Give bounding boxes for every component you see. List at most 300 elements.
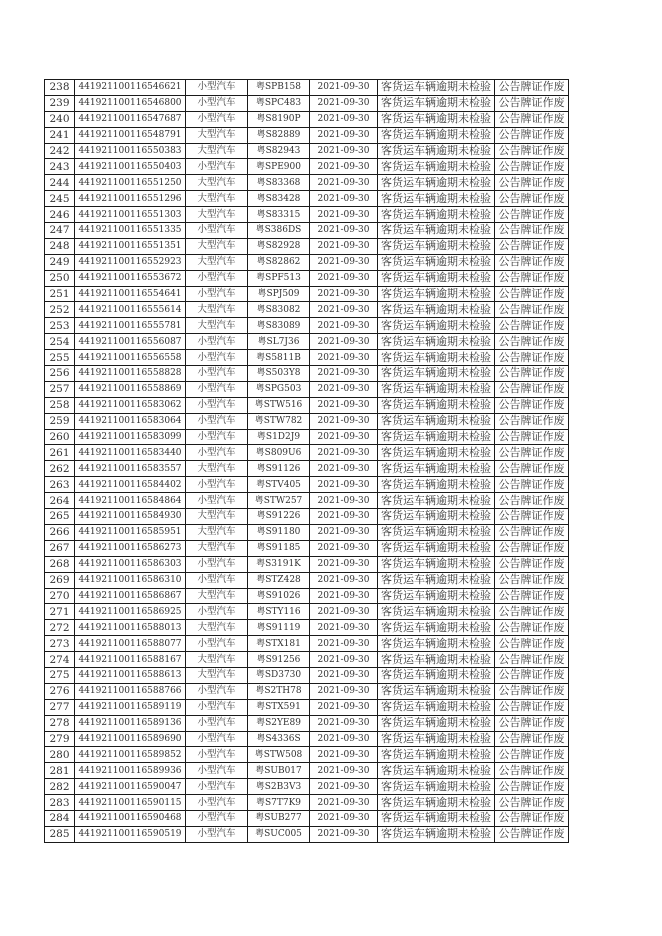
cell-status: 公告牌证作废	[495, 715, 569, 731]
cell-index: 283	[45, 795, 75, 811]
cell-index: 266	[45, 524, 75, 540]
table-row	[45, 556, 569, 572]
cell-vehicle-type: 小型汽车	[186, 493, 248, 509]
cell-index: 264	[45, 493, 75, 509]
cell-reason: 客货运车辆逾期未检验	[378, 747, 495, 763]
cell-status: 公告牌证作废	[495, 683, 569, 699]
cell-status: 公告牌证作废	[495, 779, 569, 795]
cell-index: 276	[45, 683, 75, 699]
cell-status: 公告牌证作废	[495, 509, 569, 525]
cell-date: 2021-09-30	[310, 763, 378, 779]
cell-record-id: 441921100116589119	[75, 699, 186, 715]
cell-status: 公告牌证作废	[495, 381, 569, 397]
cell-plate-number: 粤S2TH78	[248, 683, 310, 699]
cell-vehicle-type: 大型汽车	[186, 652, 248, 668]
cell-reason: 客货运车辆逾期未检验	[378, 572, 495, 588]
cell-vehicle-type: 小型汽车	[186, 397, 248, 413]
cell-date: 2021-09-30	[310, 366, 378, 382]
table-row	[45, 95, 569, 111]
cell-vehicle-type: 大型汽车	[186, 127, 248, 143]
cell-index: 275	[45, 667, 75, 683]
cell-vehicle-type: 小型汽车	[186, 779, 248, 795]
table-row	[45, 350, 569, 366]
cell-record-id: 441921100116583099	[75, 429, 186, 445]
cell-reason: 客货运车辆逾期未检验	[378, 604, 495, 620]
table-row	[45, 509, 569, 525]
cell-reason: 客货运车辆逾期未检验	[378, 493, 495, 509]
cell-vehicle-type: 小型汽车	[186, 381, 248, 397]
table-row	[45, 381, 569, 397]
cell-status: 公告牌证作废	[495, 286, 569, 302]
cell-index: 285	[45, 826, 75, 842]
cell-record-id: 441921100116558869	[75, 381, 186, 397]
cell-vehicle-type: 大型汽车	[186, 254, 248, 270]
cell-date: 2021-09-30	[310, 826, 378, 842]
table-row	[45, 159, 569, 175]
cell-date: 2021-09-30	[310, 127, 378, 143]
cell-index: 269	[45, 572, 75, 588]
cell-plate-number: 粤S7T7K9	[248, 795, 310, 811]
table-row	[45, 238, 569, 254]
cell-vehicle-type: 小型汽车	[186, 350, 248, 366]
cell-status: 公告牌证作废	[495, 524, 569, 540]
cell-index: 243	[45, 159, 75, 175]
cell-plate-number: 粤S82862	[248, 254, 310, 270]
table-row	[45, 191, 569, 207]
cell-index: 246	[45, 207, 75, 223]
cell-record-id: 441921100116590468	[75, 810, 186, 826]
table-row	[45, 143, 569, 159]
cell-index: 250	[45, 270, 75, 286]
cell-record-id: 441921100116552923	[75, 254, 186, 270]
cell-reason: 客货运车辆逾期未检验	[378, 143, 495, 159]
cell-vehicle-type: 大型汽车	[186, 667, 248, 683]
cell-vehicle-type: 小型汽车	[186, 270, 248, 286]
cell-plate-number: 粤STY116	[248, 604, 310, 620]
cell-plate-number: 粤S5811B	[248, 350, 310, 366]
table-row	[45, 80, 569, 96]
cell-date: 2021-09-30	[310, 350, 378, 366]
cell-vehicle-type: 大型汽车	[186, 620, 248, 636]
cell-date: 2021-09-30	[310, 620, 378, 636]
cell-index: 271	[45, 604, 75, 620]
cell-date: 2021-09-30	[310, 747, 378, 763]
cell-vehicle-type: 小型汽车	[186, 413, 248, 429]
table-row	[45, 779, 569, 795]
cell-reason: 客货运车辆逾期未检验	[378, 159, 495, 175]
table-row	[45, 413, 569, 429]
cell-date: 2021-09-30	[310, 286, 378, 302]
cell-status: 公告牌证作废	[495, 397, 569, 413]
cell-vehicle-type: 小型汽车	[186, 763, 248, 779]
cell-plate-number: 粤S503Y8	[248, 366, 310, 382]
cell-status: 公告牌证作废	[495, 318, 569, 334]
cell-date: 2021-09-30	[310, 461, 378, 477]
cell-record-id: 441921100116589136	[75, 715, 186, 731]
cell-plate-number: 粤SPE900	[248, 159, 310, 175]
cell-date: 2021-09-30	[310, 381, 378, 397]
cell-date: 2021-09-30	[310, 652, 378, 668]
cell-reason: 客货运车辆逾期未检验	[378, 286, 495, 302]
cell-record-id: 441921100116551296	[75, 191, 186, 207]
cell-record-id: 441921100116583062	[75, 397, 186, 413]
cell-reason: 客货运车辆逾期未检验	[378, 620, 495, 636]
cell-date: 2021-09-30	[310, 588, 378, 604]
cell-plate-number: 粤SUC005	[248, 826, 310, 842]
cell-record-id: 441921100116589852	[75, 747, 186, 763]
cell-record-id: 441921100116590115	[75, 795, 186, 811]
table-row	[45, 572, 569, 588]
cell-reason: 客货运车辆逾期未检验	[378, 95, 495, 111]
cell-record-id: 441921100116586273	[75, 540, 186, 556]
cell-reason: 客货运车辆逾期未检验	[378, 127, 495, 143]
cell-plate-number: 粤S809U6	[248, 445, 310, 461]
cell-date: 2021-09-30	[310, 95, 378, 111]
cell-index: 257	[45, 381, 75, 397]
cell-reason: 客货运车辆逾期未检验	[378, 429, 495, 445]
cell-status: 公告牌证作废	[495, 763, 569, 779]
table-row	[45, 207, 569, 223]
cell-status: 公告牌证作废	[495, 556, 569, 572]
cell-status: 公告牌证作废	[495, 127, 569, 143]
cell-reason: 客货运车辆逾期未检验	[378, 731, 495, 747]
cell-vehicle-type: 小型汽车	[186, 747, 248, 763]
cell-date: 2021-09-30	[310, 397, 378, 413]
cell-index: 263	[45, 477, 75, 493]
table-row	[45, 715, 569, 731]
cell-vehicle-type: 小型汽车	[186, 111, 248, 127]
table-row	[45, 397, 569, 413]
cell-index: 280	[45, 747, 75, 763]
cell-plate-number: 粤S4336S	[248, 731, 310, 747]
table-row	[45, 524, 569, 540]
cell-plate-number: 粤S91119	[248, 620, 310, 636]
cell-status: 公告牌证作废	[495, 652, 569, 668]
cell-vehicle-type: 小型汽车	[186, 810, 248, 826]
cell-index: 272	[45, 620, 75, 636]
cell-status: 公告牌证作废	[495, 111, 569, 127]
table-row	[45, 763, 569, 779]
cell-date: 2021-09-30	[310, 779, 378, 795]
cell-plate-number: 粤S83428	[248, 191, 310, 207]
table-row	[45, 493, 569, 509]
cell-status: 公告牌证作废	[495, 238, 569, 254]
cell-date: 2021-09-30	[310, 445, 378, 461]
cell-vehicle-type: 大型汽车	[186, 207, 248, 223]
cell-reason: 客货运车辆逾期未检验	[378, 509, 495, 525]
cell-vehicle-type: 小型汽车	[186, 572, 248, 588]
table-row	[45, 652, 569, 668]
cell-reason: 客货运车辆逾期未检验	[378, 524, 495, 540]
cell-date: 2021-09-30	[310, 540, 378, 556]
cell-status: 公告牌证作废	[495, 175, 569, 191]
cell-reason: 客货运车辆逾期未检验	[378, 318, 495, 334]
cell-date: 2021-09-30	[310, 191, 378, 207]
cell-date: 2021-09-30	[310, 667, 378, 683]
cell-plate-number: 粤STX181	[248, 636, 310, 652]
cell-record-id: 441921100116550403	[75, 159, 186, 175]
cell-status: 公告牌证作废	[495, 620, 569, 636]
cell-status: 公告牌证作废	[495, 604, 569, 620]
cell-reason: 客货运车辆逾期未检验	[378, 826, 495, 842]
cell-status: 公告牌证作废	[495, 588, 569, 604]
cell-index: 273	[45, 636, 75, 652]
cell-reason: 客货运车辆逾期未检验	[378, 207, 495, 223]
cell-status: 公告牌证作废	[495, 747, 569, 763]
cell-reason: 客货运车辆逾期未检验	[378, 191, 495, 207]
table-row	[45, 461, 569, 477]
cell-reason: 客货运车辆逾期未检验	[378, 810, 495, 826]
cell-reason: 客货运车辆逾期未检验	[378, 667, 495, 683]
cell-plate-number: 粤S2YE89	[248, 715, 310, 731]
cell-record-id: 441921100116586303	[75, 556, 186, 572]
cell-index: 262	[45, 461, 75, 477]
cell-plate-number: 粤S91180	[248, 524, 310, 540]
cell-reason: 客货运车辆逾期未检验	[378, 223, 495, 239]
cell-record-id: 441921100116555614	[75, 302, 186, 318]
cell-plate-number: 粤STX591	[248, 699, 310, 715]
cell-record-id: 441921100116550383	[75, 143, 186, 159]
cell-reason: 客货运车辆逾期未检验	[378, 413, 495, 429]
cell-plate-number: 粤S83082	[248, 302, 310, 318]
cell-index: 245	[45, 191, 75, 207]
cell-date: 2021-09-30	[310, 493, 378, 509]
cell-date: 2021-09-30	[310, 159, 378, 175]
cell-plate-number: 粤SUB277	[248, 810, 310, 826]
cell-record-id: 441921100116551335	[75, 223, 186, 239]
cell-reason: 客货运车辆逾期未检验	[378, 270, 495, 286]
cell-date: 2021-09-30	[310, 334, 378, 350]
cell-plate-number: 粤SD3730	[248, 667, 310, 683]
cell-index: 238	[45, 80, 75, 96]
cell-vehicle-type: 小型汽车	[186, 95, 248, 111]
cell-date: 2021-09-30	[310, 572, 378, 588]
table-body	[45, 80, 569, 843]
cell-vehicle-type: 小型汽车	[186, 80, 248, 96]
cell-date: 2021-09-30	[310, 318, 378, 334]
cell-plate-number: 粤S82889	[248, 127, 310, 143]
cell-status: 公告牌证作废	[495, 540, 569, 556]
table-row	[45, 699, 569, 715]
cell-plate-number: 粤S8190P	[248, 111, 310, 127]
cell-plate-number: 粤S91226	[248, 509, 310, 525]
table-row	[45, 302, 569, 318]
cell-status: 公告牌证作废	[495, 731, 569, 747]
cell-plate-number: 粤SPG503	[248, 381, 310, 397]
cell-status: 公告牌证作废	[495, 636, 569, 652]
cell-reason: 客货运车辆逾期未检验	[378, 477, 495, 493]
cell-vehicle-type: 小型汽车	[186, 429, 248, 445]
cell-index: 241	[45, 127, 75, 143]
cell-vehicle-type: 小型汽车	[186, 556, 248, 572]
cell-status: 公告牌证作废	[495, 334, 569, 350]
cell-vehicle-type: 大型汽车	[186, 191, 248, 207]
cell-vehicle-type: 大型汽车	[186, 588, 248, 604]
cell-plate-number: 粤S83368	[248, 175, 310, 191]
cell-vehicle-type: 大型汽车	[186, 540, 248, 556]
cell-record-id: 441921100116588167	[75, 652, 186, 668]
cell-status: 公告牌证作废	[495, 477, 569, 493]
cell-index: 284	[45, 810, 75, 826]
cell-index: 248	[45, 238, 75, 254]
cell-record-id: 441921100116588077	[75, 636, 186, 652]
cell-index: 277	[45, 699, 75, 715]
cell-vehicle-type: 大型汽车	[186, 509, 248, 525]
table-row	[45, 318, 569, 334]
cell-record-id: 441921100116551250	[75, 175, 186, 191]
cell-reason: 客货运车辆逾期未检验	[378, 683, 495, 699]
table-row	[45, 223, 569, 239]
cell-index: 239	[45, 95, 75, 111]
cell-vehicle-type: 小型汽车	[186, 699, 248, 715]
cell-date: 2021-09-30	[310, 413, 378, 429]
cell-vehicle-type: 小型汽车	[186, 683, 248, 699]
cell-plate-number: 粤S2B3V3	[248, 779, 310, 795]
table-row	[45, 604, 569, 620]
cell-status: 公告牌证作废	[495, 493, 569, 509]
cell-plate-number: 粤S83089	[248, 318, 310, 334]
cell-plate-number: 粤SPF513	[248, 270, 310, 286]
cell-date: 2021-09-30	[310, 636, 378, 652]
cell-date: 2021-09-30	[310, 175, 378, 191]
cell-reason: 客货运车辆逾期未检验	[378, 366, 495, 382]
table-row	[45, 683, 569, 699]
cell-reason: 客货运车辆逾期未检验	[378, 111, 495, 127]
cell-vehicle-type: 大型汽车	[186, 302, 248, 318]
cell-status: 公告牌证作废	[495, 795, 569, 811]
cell-vehicle-type: 大型汽车	[186, 524, 248, 540]
table-row	[45, 810, 569, 826]
cell-record-id: 441921100116548791	[75, 127, 186, 143]
cell-date: 2021-09-30	[310, 477, 378, 493]
cell-status: 公告牌证作废	[495, 302, 569, 318]
cell-date: 2021-09-30	[310, 143, 378, 159]
cell-plate-number: 粤SPC483	[248, 95, 310, 111]
table-row	[45, 747, 569, 763]
cell-record-id: 441921100116556558	[75, 350, 186, 366]
cell-record-id: 441921100116583064	[75, 413, 186, 429]
cell-index: 242	[45, 143, 75, 159]
cell-plate-number: 粤SPJ509	[248, 286, 310, 302]
cell-record-id: 441921100116584402	[75, 477, 186, 493]
cell-plate-number: 粤S91026	[248, 588, 310, 604]
cell-date: 2021-09-30	[310, 731, 378, 747]
cell-status: 公告牌证作废	[495, 191, 569, 207]
cell-record-id: 441921100116588013	[75, 620, 186, 636]
cell-date: 2021-09-30	[310, 207, 378, 223]
table-row	[45, 334, 569, 350]
cell-date: 2021-09-30	[310, 683, 378, 699]
cell-index: 255	[45, 350, 75, 366]
cell-index: 258	[45, 397, 75, 413]
cell-reason: 客货运车辆逾期未检验	[378, 699, 495, 715]
cell-plate-number: 粤STV405	[248, 477, 310, 493]
table-row	[45, 667, 569, 683]
cell-index: 249	[45, 254, 75, 270]
cell-vehicle-type: 小型汽车	[186, 826, 248, 842]
cell-reason: 客货运车辆逾期未检验	[378, 302, 495, 318]
cell-record-id: 441921100116589690	[75, 731, 186, 747]
cell-date: 2021-09-30	[310, 302, 378, 318]
cell-plate-number: 粤S91256	[248, 652, 310, 668]
cell-vehicle-type: 大型汽车	[186, 238, 248, 254]
cell-vehicle-type: 小型汽车	[186, 477, 248, 493]
cell-status: 公告牌证作废	[495, 143, 569, 159]
cell-plate-number: 粤SL7J36	[248, 334, 310, 350]
cell-reason: 客货运车辆逾期未检验	[378, 238, 495, 254]
table-row	[45, 111, 569, 127]
cell-record-id: 441921100116558828	[75, 366, 186, 382]
cell-reason: 客货运车辆逾期未检验	[378, 445, 495, 461]
cell-date: 2021-09-30	[310, 254, 378, 270]
cell-plate-number: 粤STZ428	[248, 572, 310, 588]
table-row	[45, 826, 569, 842]
cell-record-id: 441921100116586867	[75, 588, 186, 604]
cell-date: 2021-09-30	[310, 429, 378, 445]
cell-record-id: 441921100116553672	[75, 270, 186, 286]
table-row	[45, 175, 569, 191]
cell-record-id: 441921100116588613	[75, 667, 186, 683]
cell-vehicle-type: 大型汽车	[186, 461, 248, 477]
table-row	[45, 795, 569, 811]
cell-index: 240	[45, 111, 75, 127]
cell-record-id: 441921100116583440	[75, 445, 186, 461]
table-row	[45, 254, 569, 270]
cell-record-id: 441921100116551351	[75, 238, 186, 254]
cell-date: 2021-09-30	[310, 524, 378, 540]
cell-date: 2021-09-30	[310, 604, 378, 620]
table-row	[45, 127, 569, 143]
cell-vehicle-type: 小型汽车	[186, 334, 248, 350]
cell-index: 270	[45, 588, 75, 604]
cell-plate-number: 粤SUB017	[248, 763, 310, 779]
cell-record-id: 441921100116551303	[75, 207, 186, 223]
cell-date: 2021-09-30	[310, 699, 378, 715]
cell-index: 244	[45, 175, 75, 191]
cell-plate-number: 粤S91185	[248, 540, 310, 556]
cell-reason: 客货运车辆逾期未检验	[378, 350, 495, 366]
cell-status: 公告牌证作废	[495, 413, 569, 429]
cell-reason: 客货运车辆逾期未检验	[378, 254, 495, 270]
cell-status: 公告牌证作废	[495, 80, 569, 96]
cell-date: 2021-09-30	[310, 238, 378, 254]
cell-reason: 客货运车辆逾期未检验	[378, 763, 495, 779]
cell-index: 260	[45, 429, 75, 445]
cell-reason: 客货运车辆逾期未检验	[378, 588, 495, 604]
cell-plate-number: 粤S3191K	[248, 556, 310, 572]
cell-reason: 客货运车辆逾期未检验	[378, 175, 495, 191]
cell-reason: 客货运车辆逾期未检验	[378, 80, 495, 96]
cell-record-id: 441921100116556087	[75, 334, 186, 350]
cell-index: 268	[45, 556, 75, 572]
table-row	[45, 366, 569, 382]
cell-reason: 客货运车辆逾期未检验	[378, 461, 495, 477]
cell-status: 公告牌证作废	[495, 461, 569, 477]
cell-index: 274	[45, 652, 75, 668]
table-row	[45, 286, 569, 302]
cell-index: 265	[45, 509, 75, 525]
cell-vehicle-type: 大型汽车	[186, 318, 248, 334]
cell-status: 公告牌证作废	[495, 699, 569, 715]
cell-record-id: 441921100116546800	[75, 95, 186, 111]
cell-vehicle-type: 小型汽车	[186, 636, 248, 652]
cell-vehicle-type: 大型汽车	[186, 143, 248, 159]
cell-index: 278	[45, 715, 75, 731]
cell-record-id: 441921100116586925	[75, 604, 186, 620]
table-row	[45, 445, 569, 461]
cell-status: 公告牌证作废	[495, 667, 569, 683]
cell-index: 252	[45, 302, 75, 318]
